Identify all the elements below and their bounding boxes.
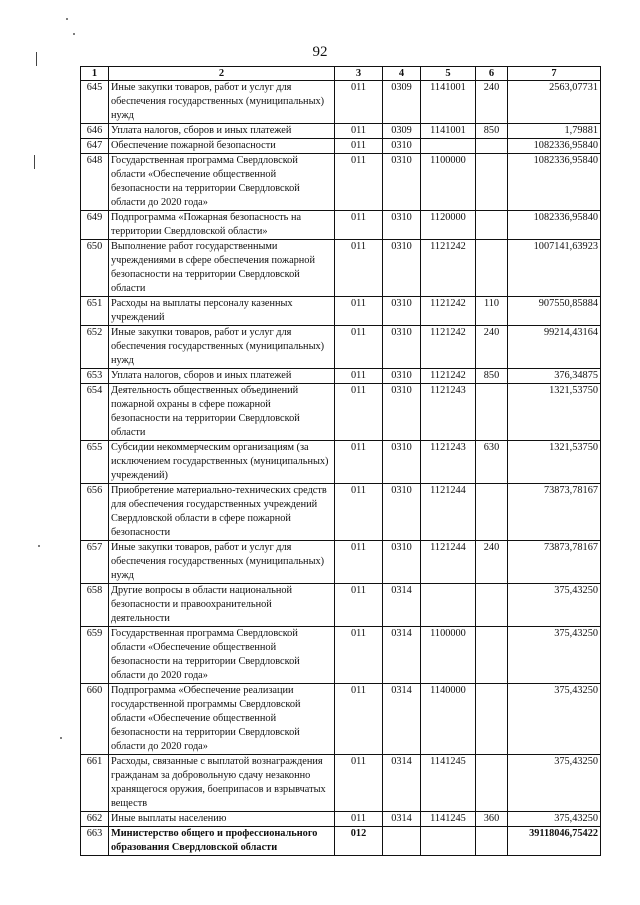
- target-article-code-cell: 1121242: [421, 326, 476, 369]
- ministry-code-cell: 011: [335, 211, 383, 240]
- header-cell-4: 4: [383, 67, 421, 81]
- expense-type-code-cell: [476, 139, 508, 154]
- expense-type-code-cell: [476, 384, 508, 441]
- row-number-cell: 653: [81, 369, 109, 384]
- section-code-cell: 0314: [383, 812, 421, 827]
- table-row: [81, 326, 601, 369]
- amount-cell: 39118046,75422: [508, 827, 601, 856]
- target-article-code-cell: 1100000: [421, 154, 476, 211]
- ministry-code-cell: 011: [335, 139, 383, 154]
- table-row: [81, 240, 601, 297]
- expense-type-code-cell: [476, 154, 508, 211]
- expense-type-code-cell: [476, 211, 508, 240]
- ministry-code-cell: 011: [335, 124, 383, 139]
- ministry-code-cell: 011: [335, 441, 383, 484]
- section-code-cell: [383, 827, 421, 856]
- expense-type-code-cell: 850: [476, 369, 508, 384]
- amount-cell: 73873,78167: [508, 484, 601, 541]
- header-cell-5: 5: [421, 67, 476, 81]
- target-article-code-cell: 1140000: [421, 684, 476, 755]
- expense-type-code-cell: [476, 755, 508, 812]
- row-number-cell: 650: [81, 240, 109, 297]
- section-code-cell: 0310: [383, 384, 421, 441]
- expense-type-code-cell: 850: [476, 124, 508, 139]
- expense-name-cell: Субсидии некоммерческим организациям (за исключением государственных (муниципальных) учреждений): [109, 441, 335, 484]
- expense-name-cell: Подпрограмма «Пожарная безопасность на территории Свердловской области»: [109, 211, 335, 240]
- amount-cell: 1321,53750: [508, 384, 601, 441]
- section-code-cell: 0310: [383, 441, 421, 484]
- target-article-code-cell: 1121242: [421, 369, 476, 384]
- row-number-cell: 652: [81, 326, 109, 369]
- target-article-code-cell: 1121243: [421, 384, 476, 441]
- expense-type-code-cell: [476, 684, 508, 755]
- row-number-cell: 657: [81, 541, 109, 584]
- expense-name-cell: Государственная программа Свердловской области «Обеспечение общественной безопасности на территории Свердловской области до 2020 года»: [109, 154, 335, 211]
- header-cell-1: 1: [81, 67, 109, 81]
- table-row: [81, 627, 601, 684]
- row-number-cell: 662: [81, 812, 109, 827]
- header-cell-7: 7: [508, 67, 601, 81]
- target-article-code-cell: 1100000: [421, 627, 476, 684]
- table-row: [81, 211, 601, 240]
- amount-cell: 1007141,63923: [508, 240, 601, 297]
- ministry-code-cell: 011: [335, 369, 383, 384]
- amount-cell: 99214,43164: [508, 326, 601, 369]
- ministry-code-cell: 011: [335, 627, 383, 684]
- ministry-code-cell: 011: [335, 384, 383, 441]
- ministry-code-cell: 011: [335, 584, 383, 627]
- amount-cell: 375,43250: [508, 812, 601, 827]
- target-article-code-cell: 1121242: [421, 297, 476, 326]
- amount-cell: 1082336,95840: [508, 211, 601, 240]
- table-row: [81, 384, 601, 441]
- expense-type-code-cell: [476, 240, 508, 297]
- amount-cell: 375,43250: [508, 627, 601, 684]
- amount-cell: 2563,07731: [508, 81, 601, 124]
- row-number-cell: 656: [81, 484, 109, 541]
- header-cell-6: 6: [476, 67, 508, 81]
- ministry-code-cell: 011: [335, 812, 383, 827]
- row-number-cell: 648: [81, 154, 109, 211]
- amount-cell: 907550,85884: [508, 297, 601, 326]
- table-row: [81, 154, 601, 211]
- row-number-cell: 661: [81, 755, 109, 812]
- expense-name-cell: Приобретение материально-технических средств для обеспечения государственных учреждений Свердловской области в сфере пожарной безопасности: [109, 484, 335, 541]
- section-code-cell: 0309: [383, 81, 421, 124]
- target-article-code-cell: 1141245: [421, 812, 476, 827]
- expense-name-cell: Иные закупки товаров, работ и услуг для обеспечения государственных (муниципальных) нужд: [109, 81, 335, 124]
- header-row: [81, 67, 601, 81]
- target-article-code-cell: [421, 827, 476, 856]
- ministry-code-cell: 011: [335, 81, 383, 124]
- amount-cell: 1,79881: [508, 124, 601, 139]
- table-row: [81, 139, 601, 154]
- expense-name-cell: Обеспечение пожарной безопасности: [109, 139, 335, 154]
- ministry-code-cell: 012: [335, 827, 383, 856]
- amount-cell: 1082336,95840: [508, 139, 601, 154]
- amount-cell: 375,43250: [508, 755, 601, 812]
- section-code-cell: 0314: [383, 584, 421, 627]
- expense-type-code-cell: [476, 584, 508, 627]
- row-number-cell: 649: [81, 211, 109, 240]
- section-code-cell: 0310: [383, 139, 421, 154]
- expense-type-code-cell: 110: [476, 297, 508, 326]
- table-row: [81, 755, 601, 812]
- ministry-code-cell: 011: [335, 154, 383, 211]
- header-cell-3: 3: [335, 67, 383, 81]
- target-article-code-cell: 1141245: [421, 755, 476, 812]
- expense-name-cell: Уплата налогов, сборов и иных платежей: [109, 369, 335, 384]
- expense-name-cell: Подпрограмма «Обеспечение реализации государственной программы Свердловской области «Обеспечение общественной безопасности на территории Свердловской области до 2020 года»: [109, 684, 335, 755]
- table-row: [81, 484, 601, 541]
- row-number-cell: 659: [81, 627, 109, 684]
- section-code-cell: 0314: [383, 684, 421, 755]
- expense-name-cell: Другие вопросы в области национальной безопасности и правоохранительной деятельности: [109, 584, 335, 627]
- amount-cell: 1321,53750: [508, 441, 601, 484]
- expense-name-cell: Министерство общего и профессионального образования Свердловской области: [109, 827, 335, 856]
- table-row: [81, 124, 601, 139]
- table-row: [81, 297, 601, 326]
- ministry-code-cell: 011: [335, 684, 383, 755]
- target-article-code-cell: [421, 139, 476, 154]
- expense-type-code-cell: [476, 627, 508, 684]
- row-number-cell: 646: [81, 124, 109, 139]
- target-article-code-cell: 1121244: [421, 484, 476, 541]
- table-row: [81, 369, 601, 384]
- target-article-code-cell: 1141001: [421, 124, 476, 139]
- expense-type-code-cell: 240: [476, 326, 508, 369]
- row-number-cell: 645: [81, 81, 109, 124]
- expense-name-cell: Выполнение работ государственными учреждениями в сфере обеспечения пожарной безопасности на территории Свердловской области: [109, 240, 335, 297]
- amount-cell: 375,43250: [508, 684, 601, 755]
- table-body: [81, 81, 601, 856]
- expense-type-code-cell: [476, 827, 508, 856]
- section-code-cell: 0314: [383, 627, 421, 684]
- section-code-cell: 0310: [383, 240, 421, 297]
- table-row: [81, 827, 601, 856]
- section-code-cell: 0310: [383, 541, 421, 584]
- target-article-code-cell: [421, 584, 476, 627]
- page-number: 92: [312, 44, 328, 60]
- table-row: [81, 812, 601, 827]
- table-row: [81, 81, 601, 124]
- section-code-cell: 0310: [383, 211, 421, 240]
- expense-name-cell: Деятельность общественных объединений пожарной охраны в сфере пожарной безопасности на территории Свердловской области: [109, 384, 335, 441]
- ministry-code-cell: 011: [335, 541, 383, 584]
- expense-name-cell: Расходы на выплаты персоналу казенных учреждений: [109, 297, 335, 326]
- table-row: [81, 541, 601, 584]
- section-code-cell: 0310: [383, 297, 421, 326]
- expense-type-code-cell: 240: [476, 81, 508, 124]
- section-code-cell: 0314: [383, 755, 421, 812]
- section-code-cell: 0310: [383, 154, 421, 211]
- row-number-cell: 647: [81, 139, 109, 154]
- ministry-code-cell: 011: [335, 240, 383, 297]
- expense-type-code-cell: [476, 484, 508, 541]
- row-number-cell: 663: [81, 827, 109, 856]
- expense-name-cell: Иные закупки товаров, работ и услуг для обеспечения государственных (муниципальных) нужд: [109, 541, 335, 584]
- section-code-cell: 0309: [383, 124, 421, 139]
- ministry-code-cell: 011: [335, 326, 383, 369]
- target-article-code-cell: 1121244: [421, 541, 476, 584]
- budget-table: [80, 66, 601, 856]
- table-row: [81, 441, 601, 484]
- expense-name-cell: Иные закупки товаров, работ и услуг для обеспечения государственных (муниципальных) нужд: [109, 326, 335, 369]
- expense-type-code-cell: 240: [476, 541, 508, 584]
- expense-name-cell: Иные выплаты населению: [109, 812, 335, 827]
- target-article-code-cell: 1121243: [421, 441, 476, 484]
- section-code-cell: 0310: [383, 326, 421, 369]
- expense-type-code-cell: 360: [476, 812, 508, 827]
- row-number-cell: 654: [81, 384, 109, 441]
- target-article-code-cell: 1121242: [421, 240, 476, 297]
- expense-name-cell: Расходы, связанные с выплатой вознаграждения гражданам за добровольную сдачу незаконно хранящегося оружия, боеприпасов и взрывчатых веществ: [109, 755, 335, 812]
- row-number-cell: 658: [81, 584, 109, 627]
- ministry-code-cell: 011: [335, 755, 383, 812]
- ministry-code-cell: 011: [335, 484, 383, 541]
- expense-name-cell: Уплата налогов, сборов и иных платежей: [109, 124, 335, 139]
- expense-type-code-cell: 630: [476, 441, 508, 484]
- ministry-code-cell: 011: [335, 297, 383, 326]
- amount-cell: 73873,78167: [508, 541, 601, 584]
- expense-name-cell: Государственная программа Свердловской области «Обеспечение общественной безопасности на территории Свердловской области до 2020 года»: [109, 627, 335, 684]
- section-code-cell: 0310: [383, 369, 421, 384]
- amount-cell: 1082336,95840: [508, 154, 601, 211]
- table-row: [81, 684, 601, 755]
- row-number-cell: 660: [81, 684, 109, 755]
- row-number-cell: 655: [81, 441, 109, 484]
- target-article-code-cell: 1141001: [421, 81, 476, 124]
- target-article-code-cell: 1120000: [421, 211, 476, 240]
- section-code-cell: 0310: [383, 484, 421, 541]
- table-row: [81, 584, 601, 627]
- amount-cell: 375,43250: [508, 584, 601, 627]
- amount-cell: 376,34875: [508, 369, 601, 384]
- row-number-cell: 651: [81, 297, 109, 326]
- header-cell-2: 2: [109, 67, 335, 81]
